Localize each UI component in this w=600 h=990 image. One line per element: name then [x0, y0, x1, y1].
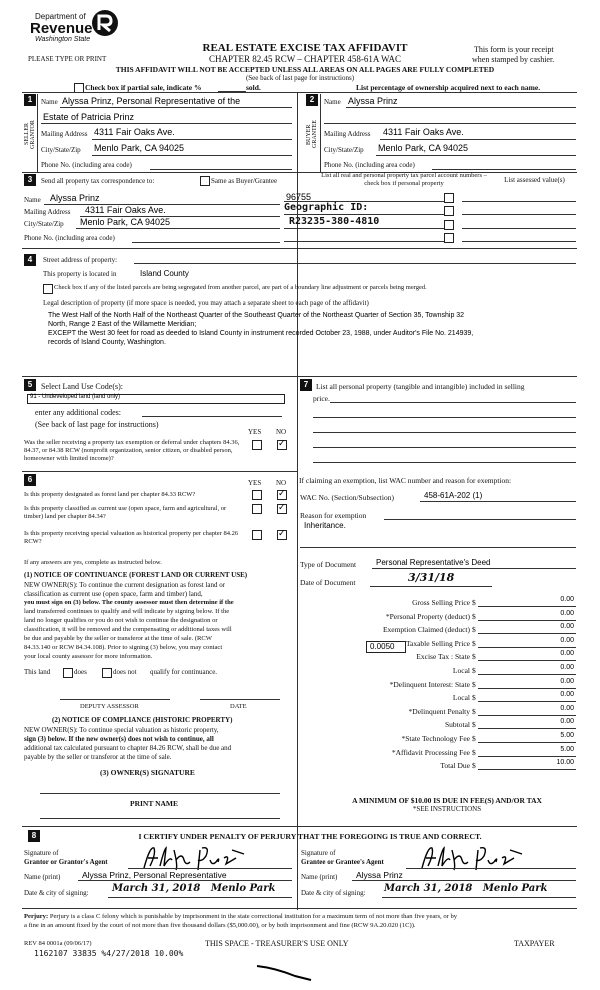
- s5-yes: YES: [248, 428, 262, 436]
- s3-name[interactable]: Alyssa Prinz: [50, 193, 100, 203]
- grantor-print-value[interactable]: Alyssa Prinz, Personal Representative: [82, 870, 227, 880]
- buyer-address[interactable]: 4311 Fair Oaks Ave.: [383, 127, 464, 137]
- seller-name-label: Name: [41, 98, 58, 106]
- fee-line: [478, 620, 576, 621]
- partial-sale-label: Check box if partial sale, indicate %: [85, 83, 202, 92]
- notice1-p3: you must sign on (3) below. The county assessor must then determine if the: [24, 599, 234, 606]
- buyer-side-label: BUYER GRANTEE: [306, 120, 318, 149]
- section-8-badge: 8: [28, 830, 40, 842]
- wac-value[interactable]: 458-61A-202 (1): [424, 491, 483, 500]
- perjury-text: [24, 912, 584, 930]
- parcel-1[interactable]: 96755: [286, 192, 312, 202]
- seller-address[interactable]: 4311 Fair Oaks Ave.: [94, 127, 175, 137]
- s3-name-label: Name: [24, 196, 41, 204]
- does-checkbox[interactable]: [63, 668, 73, 678]
- fee-value[interactable]: 0.00: [560, 691, 574, 699]
- notice2-p4: payable by the seller or transferor at the time of sale.: [24, 753, 172, 761]
- s6-q2-no[interactable]: [277, 504, 287, 514]
- fee-dollar: $: [472, 693, 476, 703]
- fee-value[interactable]: 10.00: [556, 759, 574, 767]
- qualify-label: qualify for continuance.: [150, 668, 218, 676]
- scribble-mark: [255, 962, 315, 982]
- parcel-2[interactable]: Geographic ID:: [284, 202, 369, 213]
- notice1-p1: NEW OWNER(S): To continue the current designation as forest land or: [24, 581, 226, 589]
- section-6-badge: 6: [24, 474, 36, 486]
- land-use-label: Select Land Use Code(s):: [41, 382, 123, 391]
- s6-if-yes: If any answers are yes, complete as instructed below.: [24, 559, 162, 566]
- s6-q1-no[interactable]: [277, 490, 287, 500]
- section-4-badge: 4: [24, 254, 36, 266]
- s3-phone-label: Phone No. (including area code): [24, 234, 115, 242]
- doc-date-label: Date of Document: [300, 578, 356, 587]
- fee-value[interactable]: 0.00: [560, 650, 574, 658]
- perjury-line2: a fine in an amount fixed by the court of not more than five thousand dollars ($5,000.00), or by both imprisonment and fine (RCW 9A.20.020 (1C)).: [24, 922, 416, 929]
- s5-exemption-no[interactable]: [277, 440, 287, 450]
- doc-type-label: Type of Document: [300, 560, 357, 569]
- fee-value[interactable]: 0.00: [560, 718, 574, 726]
- fee-label: *Personal Property (deduct): [385, 611, 470, 621]
- notice1-p8: 84.33.140 or RCW 84.34.108). Prior to signing (3) below, you may contact: [24, 644, 223, 651]
- warning-text: THIS AFFIDAVIT WILL NOT BE ACCEPTED UNLESS ALL AREAS ON ALL PAGES ARE FULLY COMPLETED: [115, 65, 495, 74]
- buyer-phone-label: Phone No. (including area code): [324, 161, 415, 169]
- dor-logo: [30, 6, 122, 46]
- fee-dollar: $: [472, 611, 476, 621]
- buyer-name-label: Name: [324, 98, 341, 106]
- notice1-p9: your local county assessor for more information.: [24, 653, 153, 660]
- fee-dollar: $: [472, 679, 476, 689]
- s6-q1-yes[interactable]: [252, 490, 262, 500]
- s6-q1: Is this property designated as forest land per chapter 84.33 RCW?: [24, 491, 196, 498]
- fee-line: [478, 674, 576, 675]
- seeback-text: (See back of last page for instructions): [245, 74, 355, 82]
- s6-q3-yes[interactable]: [252, 530, 262, 540]
- s6-q3-no[interactable]: [277, 530, 287, 540]
- seller-addr-label: Mailing Address: [41, 130, 88, 138]
- doc-date-value[interactable]: 3/31/18: [408, 571, 455, 584]
- treasurer-space: THIS SPACE - TREASURER'S USE ONLY: [205, 939, 349, 948]
- owner-sig-line[interactable]: [40, 793, 280, 794]
- receipt-line1: This form is your receipt: [474, 45, 554, 54]
- seller-name-line2[interactable]: Estate of Patricia Prinz: [43, 112, 135, 122]
- s3-city-label: City/State/Zip: [24, 220, 64, 228]
- same-as-buyer-checkbox[interactable]: [200, 176, 210, 186]
- fee-dollar: $: [472, 706, 476, 716]
- section-5-badge: 5: [24, 379, 36, 391]
- parcel-header: List all real and personal property tax parcel account numbers – check box if personal property: [321, 172, 487, 187]
- personal-property-label: List all personal property (tangible and intangible) included in selling: [316, 382, 525, 391]
- minimum-text: A MINIMUM OF $10.00 IS DUE IN FEE(S) AND/OR TAX: [352, 796, 542, 805]
- located-label: This property is located in: [43, 270, 117, 278]
- grantor-print-label: Name (print): [24, 873, 61, 881]
- please-type: PLEASE TYPE OR PRINT: [28, 55, 107, 63]
- s5-exemption-yes[interactable]: [252, 440, 262, 450]
- certify-text: I CERTIFY UNDER PENALTY OF PERJURY THAT THE FOREGOING IS TRUE AND CORRECT.: [138, 832, 482, 841]
- fee-value[interactable]: 0.00: [560, 636, 574, 644]
- exemption-question: Was the seller receiving a property tax exemption or deferral under chapters 84.36, 84.37, or 84.38 RCW (nonprofit organization, senior citizen, or disabled person, homeowner with limited income)?: [24, 439, 240, 462]
- fee-line: [478, 715, 576, 716]
- receipt-line2: when stamped by cashier.: [472, 55, 555, 64]
- perjury-line1: Perjury is a class C felony which is punishable by imprisonment in the state correctional institution for a maximum term of not more than five years, or by: [49, 913, 458, 920]
- fee-label: Subtotal: [444, 720, 470, 730]
- fee-line: [478, 728, 576, 729]
- revenue-text: Revenue: [30, 20, 93, 37]
- print-name-label: PRINT NAME: [130, 799, 178, 808]
- s3-city[interactable]: Menlo Park, CA 94025: [80, 217, 171, 227]
- fee-dollar: $: [472, 638, 476, 648]
- s6-q3: Is this property receiving special valuation as historical property per chapter 84.26 RCW?: [24, 530, 239, 545]
- fee-label: *Delinquent Interest: State: [389, 679, 470, 689]
- fee-label: Local: [452, 666, 470, 675]
- fee-line: [478, 688, 576, 689]
- fee-line: [478, 606, 576, 607]
- notice1-p6: classification, it will be removed and the compensating or additional taxes will: [24, 626, 232, 633]
- s5-no: NO: [276, 428, 287, 436]
- form-chapter: CHAPTER 82.45 RCW – CHAPTER 458-61A WAC: [209, 54, 401, 64]
- revenue-logo-icon: [90, 8, 120, 38]
- dept-of-text: Department of: [35, 12, 86, 21]
- fee-dollar: $: [472, 734, 476, 743]
- legal-line-4: records of Island County, Washington.: [48, 339, 166, 346]
- s5-seeback: (See back of last page for instructions): [35, 420, 159, 429]
- local-rate-value: 0.0050: [370, 642, 395, 651]
- washington-state-text: Washington State: [35, 36, 91, 43]
- seller-city-label: City/State/Zip: [41, 146, 81, 154]
- buyer-city[interactable]: Menlo Park, CA 94025: [378, 143, 469, 153]
- grantee-print-label: Name (print): [301, 873, 338, 881]
- s6-no: NO: [276, 479, 287, 487]
- fee-value[interactable]: 0.00: [560, 704, 574, 712]
- seller-side-label: SELLER GRANTOR: [24, 120, 36, 149]
- parcel-2-personal-checkbox[interactable]: [444, 206, 454, 216]
- s3-address[interactable]: 4311 Fair Oaks Ave.: [85, 205, 166, 215]
- legal-label: Legal description of property (if more space is needed, you may attach a separate sheet to each page of the affidavit): [43, 299, 369, 307]
- land-use-value: 91 - Undeveloped land (land only): [30, 394, 121, 400]
- buyer-city-label: City/State/Zip: [324, 146, 364, 154]
- fee-value[interactable]: 0.00: [560, 677, 574, 685]
- fee-label: *Affidavit Processing Fee: [391, 747, 470, 757]
- fee-label: Exemption Claimed (deduct): [382, 625, 470, 635]
- date-label: DATE: [230, 703, 247, 710]
- s3-addr-label: Mailing Address: [24, 208, 71, 216]
- perjury-bold: Perjury:: [24, 913, 49, 920]
- fee-line: [478, 742, 576, 743]
- fee-value[interactable]: 0.00: [560, 609, 574, 617]
- section-3-badge: 3: [24, 174, 36, 186]
- sold-label: sold.: [246, 83, 261, 92]
- section-1-badge: 1: [24, 94, 36, 106]
- s6-q2: Is this property classified as current use (open space, farm and agricultural, or timber) land per chapter 84.34?: [24, 505, 227, 520]
- fee-dollar: $: [472, 625, 476, 635]
- fee-value[interactable]: 5.00: [560, 732, 574, 739]
- grantee-date-value[interactable]: March 31, 2018 Menlo Park: [384, 883, 548, 894]
- wac-label: WAC No. (Section/Subsection): [300, 493, 394, 502]
- section-2-badge: 2: [306, 94, 318, 106]
- does-not-checkbox[interactable]: [102, 668, 112, 678]
- notice1-p2: classification as current use (open space, farm and timber) land,: [24, 590, 203, 598]
- fee-dollar: $: [472, 720, 476, 730]
- rev-number: REV 84 0001a (09/06/17): [24, 940, 92, 947]
- same-as-buyer-label: Same as Buyer/Grantee: [211, 177, 278, 185]
- fee-line: [478, 660, 576, 661]
- street-label: Street address of property:: [43, 256, 118, 264]
- notice1-p4: land transferred continues to qualify and will indicate by signing below. If the: [24, 608, 230, 615]
- doc-type-value[interactable]: Personal Representative's Deed: [376, 558, 491, 567]
- parcel-1-personal-checkbox[interactable]: [444, 193, 454, 203]
- form-title: REAL ESTATE EXCISE TAX AFFIDAVIT: [202, 42, 408, 54]
- buyer-name[interactable]: Alyssa Prinz: [348, 96, 398, 106]
- send-correspondence-label: Send all property tax correspondence to:: [41, 177, 155, 185]
- reason-label: Reason for exemption: [300, 511, 367, 520]
- grantee-print-value[interactable]: Alyssa Prinz: [356, 870, 403, 880]
- section-7-badge: 7: [300, 379, 312, 391]
- grantor-date-label: Date & city of signing:: [24, 889, 89, 897]
- parcel-4-personal-checkbox[interactable]: [444, 233, 454, 243]
- fee-label: Gross Selling Price: [412, 598, 470, 607]
- grantor-sig-label1: Signature of: [24, 849, 59, 857]
- county-value[interactable]: Island County: [140, 269, 189, 278]
- fee-line: [478, 647, 576, 648]
- taxpayer-label: TAXPAYER: [514, 939, 555, 948]
- fee-dollar: $: [472, 761, 476, 771]
- grantee-date-label: Date & city of signing:: [301, 889, 366, 897]
- legal-line-1: The West Half of the North Half of the Northeast Quarter of the Southeast Quarter of the Northeast Quarter of Section 35, Township 32: [48, 312, 465, 319]
- seller-name-line1[interactable]: Alyssa Prinz, Personal Representative of the: [62, 96, 241, 106]
- seller-city[interactable]: Menlo Park, CA 94025: [94, 143, 185, 153]
- fee-line: [478, 633, 576, 634]
- grantee-sig-label2: Grantee or Grantee's Agent: [301, 858, 384, 866]
- price-label: price.: [313, 394, 330, 403]
- cashier-stamp: 1162107 33835 %4/27/2018 10.00%: [34, 949, 184, 958]
- see-instructions-text: *SEE INSTRUCTIONS: [412, 805, 482, 813]
- fee-dollar: $: [472, 598, 476, 607]
- grantee-sig-label1: Signature of: [301, 849, 336, 857]
- assessed-header: List assessed value(s): [504, 176, 565, 184]
- notice1-p7: be due and payable by the seller or transferor at the time of sale. (RCW: [24, 635, 213, 642]
- fee-label: Local: [452, 693, 470, 703]
- land-does-label: This land: [24, 668, 51, 676]
- fee-dollar: $: [472, 652, 476, 662]
- pct-ownership-label: List percentage of ownership acquired next to each name.: [356, 83, 541, 92]
- notice2-title: (2) NOTICE OF COMPLIANCE (HISTORIC PROPERTY): [52, 716, 233, 724]
- fee-label: Excise Tax : State: [416, 652, 470, 662]
- additional-codes-label: enter any additional codes:: [35, 408, 121, 417]
- segregated-checkbox[interactable]: [43, 284, 53, 294]
- grantor-sig-label2: Grantor or Grantor's Agent: [24, 858, 108, 866]
- fee-dollar: $: [472, 747, 476, 757]
- s6-q2-yes[interactable]: [252, 504, 262, 514]
- s6-yes: YES: [248, 479, 262, 487]
- fee-value[interactable]: 5.00: [560, 745, 574, 753]
- fee-label: *State Technology Fee: [401, 734, 470, 743]
- owner-sig-label: (3) OWNER(S) SIGNATURE: [100, 768, 195, 777]
- parcel-3[interactable]: R23235-380-4810: [289, 216, 380, 227]
- notice2-p3: additional tax calculated pursuant to chapter 84.26 RCW, shall be due and: [24, 744, 232, 752]
- seller-phone-label: Phone No. (including area code): [41, 161, 132, 169]
- segregated-label: Check box if any of the listed parcels are being segregated from another parcel, are part of a boundary line adjustment or parcels being merged.: [54, 284, 427, 291]
- deputy-label: DEPUTY ASSESSOR: [80, 703, 139, 710]
- notice2-p1: NEW OWNER(S): To continue special valuation as historic property,: [24, 726, 219, 734]
- grantor-date-value[interactable]: March 31, 2018 Menlo Park: [112, 883, 276, 894]
- fee-value[interactable]: 0.00: [560, 664, 574, 671]
- buyer-addr-label: Mailing Address: [324, 130, 371, 138]
- notice1-p5: land no longer qualifies or you do not wish to continue the designation or: [24, 617, 218, 624]
- fee-dollar: $: [472, 666, 476, 675]
- legal-line-2: North, Range 2 East of the Willamette Meridian;: [48, 321, 197, 328]
- legal-line-3: EXCEPT the West 30 feet for road as deeded to Island County in instrument recorded October 23, 1988, under Auditor's File No. 214939,: [48, 330, 474, 337]
- fee-label: *Delinquent Penalty: [408, 706, 470, 716]
- notice2-p2: sign (3) below. If the new owner(s) does not wish to continue, all: [24, 735, 214, 743]
- claiming-label: If claiming an exemption, list WAC number and reason for exemption:: [299, 476, 512, 485]
- reason-value[interactable]: Inheritance.: [304, 521, 346, 530]
- fee-value[interactable]: 0.00: [560, 623, 574, 631]
- fee-line: [478, 769, 576, 770]
- fee-label: Taxable Selling Price: [405, 638, 470, 648]
- fee-line: [478, 701, 576, 702]
- does-not-label: does not: [113, 668, 137, 676]
- fee-value[interactable]: 0.00: [560, 596, 574, 603]
- parcel-3-personal-checkbox[interactable]: [444, 220, 454, 230]
- does-label: does: [74, 668, 87, 676]
- fee-line: [478, 756, 576, 757]
- notice1-title: (1) NOTICE OF CONTINUANCE (FOREST LAND OR CURRENT USE): [24, 571, 248, 579]
- fee-label: Total Due: [440, 761, 470, 771]
